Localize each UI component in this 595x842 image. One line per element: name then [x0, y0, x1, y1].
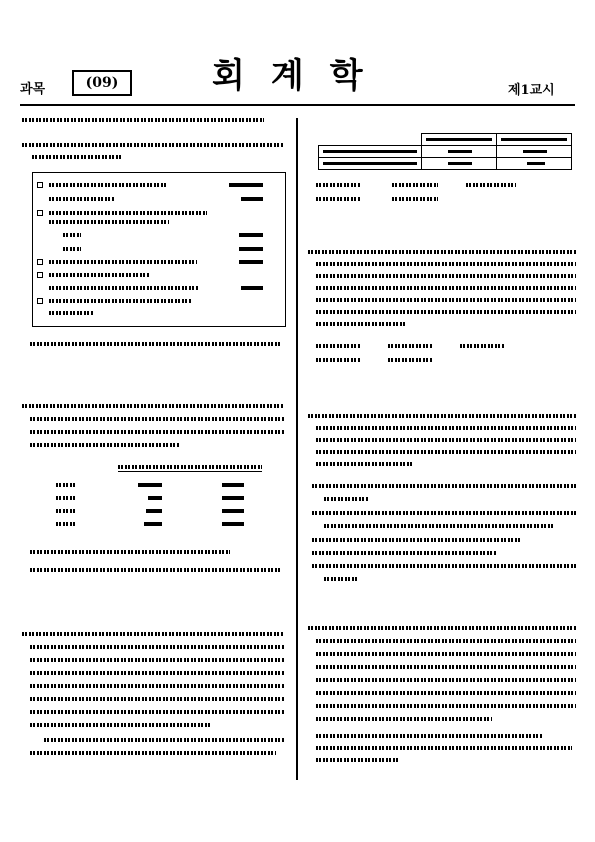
question-text: [30, 443, 180, 447]
table-cell: [138, 483, 162, 487]
table-cell: [426, 138, 492, 141]
table-cell: [56, 509, 76, 513]
question-text: [316, 322, 406, 326]
statement-item: [49, 183, 167, 187]
question-text: [30, 684, 284, 688]
statement-amount: [241, 286, 263, 290]
question-text: [316, 298, 576, 302]
question-text: [30, 417, 284, 421]
question-text: [316, 639, 576, 643]
bullet-marker: [37, 272, 43, 278]
statement-amount: [239, 247, 263, 251]
answer-choice: [388, 344, 432, 348]
table-cell: [448, 150, 472, 153]
question-text: [22, 632, 284, 636]
statement-line: [312, 484, 576, 488]
statement-item: [49, 299, 191, 303]
answer-choice: [392, 183, 438, 187]
question-text: [316, 665, 576, 669]
question-text: [22, 143, 284, 147]
table-cell: [222, 496, 244, 500]
bullet-marker: [37, 298, 43, 304]
subject-code-box: (09): [72, 70, 132, 96]
question-text: [316, 286, 576, 290]
table-cell: [222, 509, 244, 513]
table-cell: [222, 522, 244, 526]
table-cell: [56, 522, 76, 526]
question-text: [308, 626, 576, 630]
table-cell: [527, 162, 545, 165]
table-cell: [144, 522, 162, 526]
question-text: [316, 704, 576, 708]
statement-line: [324, 577, 358, 581]
statement-item: [49, 211, 207, 215]
column-divider: [296, 118, 298, 780]
question-text: [30, 430, 284, 434]
bullet-marker: [37, 182, 43, 188]
answer-choices: [30, 342, 280, 346]
statement-item: [49, 220, 169, 224]
answer-choice: [466, 183, 516, 187]
statement-line: [312, 511, 576, 515]
question-text: [316, 746, 572, 750]
answer-choice: [316, 358, 360, 362]
question-text: [316, 310, 576, 314]
question-text: [30, 723, 210, 727]
bullet-marker: [37, 210, 43, 216]
answer-choice: [460, 344, 504, 348]
question-text: [316, 652, 576, 656]
question-text: [30, 671, 284, 675]
statement-item: [49, 286, 199, 290]
question-text: [316, 438, 576, 442]
session-label: 제1교시: [508, 83, 555, 98]
statement-item: [49, 260, 197, 264]
question-text: [316, 717, 492, 721]
question-text: [316, 426, 576, 430]
table-cell: [146, 509, 162, 513]
answer-choice: [316, 197, 360, 201]
statement-item: [49, 273, 149, 277]
statement-amount: [241, 197, 263, 201]
statement-line: [312, 538, 522, 542]
statement-line: [312, 564, 576, 568]
header-rule: [20, 104, 575, 106]
question-text: [316, 758, 400, 762]
statement-item: [63, 233, 81, 237]
table-cell: [148, 496, 162, 500]
question-text: [32, 155, 122, 159]
question-text: [30, 697, 284, 701]
statement-amount: [239, 260, 263, 264]
question-text: [30, 710, 284, 714]
question-text: [44, 738, 284, 742]
statement-item: [63, 247, 81, 251]
question-text: [316, 691, 576, 695]
statement-amount: [239, 233, 263, 237]
statement-line: [324, 497, 368, 501]
question-text: [30, 658, 284, 662]
question-text: [316, 462, 412, 466]
instruction-text: [22, 118, 264, 122]
table-cell: [56, 496, 76, 500]
statement-line: [324, 524, 554, 528]
bullet-marker: [37, 259, 43, 265]
table-cell: [323, 162, 417, 165]
answer-choice: [316, 183, 360, 187]
question-text: [30, 751, 276, 755]
question-note: [30, 550, 230, 554]
question-text: [316, 274, 576, 278]
question-text: [308, 414, 576, 418]
answer-choice: [392, 197, 438, 201]
statement-box: [32, 172, 286, 327]
table-cell: [501, 138, 567, 141]
question-text: [30, 645, 284, 649]
statement-line: [312, 551, 496, 555]
answer-choices: [30, 568, 280, 572]
question-text: [316, 450, 576, 454]
table-cell: [56, 483, 76, 487]
answer-choice: [388, 358, 432, 362]
question-text: [316, 734, 542, 738]
statement-item: [49, 311, 93, 315]
page-title: 회계학: [212, 56, 389, 96]
question-text: [316, 262, 576, 266]
table-cell: [222, 483, 244, 487]
table-header: [118, 465, 262, 469]
statement-item: [49, 197, 115, 201]
amount-table: [318, 133, 572, 170]
statement-amount: [229, 183, 263, 187]
answer-choice: [316, 344, 360, 348]
table-cell: [448, 162, 472, 165]
question-text: [308, 250, 576, 254]
table-cell: [523, 150, 547, 153]
table-cell: [323, 150, 417, 153]
question-text: [316, 678, 576, 682]
question-text: [22, 404, 284, 408]
table-header-underline: [118, 471, 262, 472]
subject-label: 과목: [20, 82, 46, 97]
